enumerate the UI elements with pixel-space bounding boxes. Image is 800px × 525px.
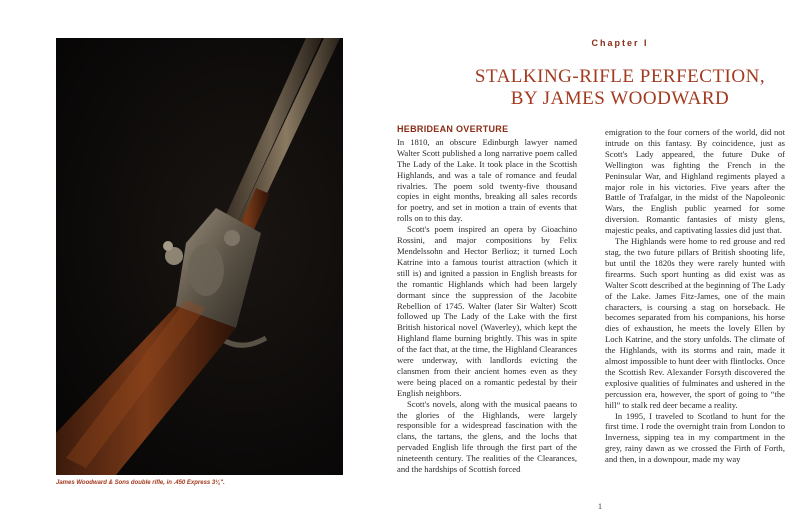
paragraph: The Highlands were home to red grouse and red stag, the two future pillars of British shooting life, but until the 1820s they were rarely hunted with firearms. Such sport hunting as did exist was as Walter Scott described at the beginning of The Lady of the Lake. James Fitz-James, one of the main characters, is coursing a stag on horseback. He becomes separated from his companions, his horse dies of exhaustion, he meets the lovely Ellen by Loch Katrine, and the story unfolds. The climate of the Highlands, with its storms and rain, made it almost impossible to hunt deer with flintlocks. Once the Scottish Rev. Alexander Forsyth discovered the explosive qualities of fulminates and ushered in the percussion era, however, the sport of going to “the hill” to stalk red deer became a reality.: [605, 236, 785, 410]
section-heading: HEBRIDEAN OVERTURE: [397, 124, 509, 134]
paragraph: Scott's novels, along with the musical paeans to the glories of the Highlands, were largely responsible for a widespread fascination with the clans, the tartans, the glens, and the lochs that pervaded English life through the first part of the nineteenth century. The realities of the Clearances, and the hardships of Scottish forced: [397, 398, 577, 475]
photo-caption: James Woodward & Sons double rifle, in .450 Express 3¼".: [56, 480, 225, 486]
chapter-title: [470, 66, 770, 110]
chapter-label: Chapter I: [591, 38, 649, 48]
double-rifle-illustration: [56, 38, 343, 475]
text-column-1: [397, 124, 577, 475]
paragraph: In 1995, I traveled to Scotland to hunt for the first time. I rode the overnight train from London to Inverness, sipping tea in my compartment in the grey, rainy dawn as we crossed the Firth of Forth, and then, in a downpour, made my way: [605, 410, 785, 465]
paragraph: emigration to the four corners of the world, did not intrude on this fantasy. By coincidence, just as Scott's Lady appeared, the future Duke of Wellington was fighting the French in the Peninsular War, and Highland regiments played a major role in his victories. Five years after the Battle of Trafalgar, in the midst of the Napoleonic Wars, the English public yearned for some diversion. Romantic fantasies of misty glens, majestic peaks, and captivating lassies did just that.: [605, 127, 785, 236]
page-number: 1: [598, 502, 602, 511]
title-line-1: STALKING-RIFLE PERFECTION,: [474, 66, 766, 87]
text-column-2: [605, 127, 785, 465]
paragraph: In 1810, an obscure Edinburgh lawyer named Walter Scott published a long narrative poem called The Lady of the Lake. It took place in the Scottish Highlands, and was a tale of romance and feudal rivalries. The poem sold twenty-five thousand copies in eight months, breaking all sales records for poetry, and set in motion a train of events that rolls on to this day.: [397, 136, 577, 224]
paragraph: Scott's poem inspired an opera by Gioachino Rossini, and major compositions by Felix Mendelssohn and Hector Berlioz; it turned Loch Katrine into a famous tourist attraction (which it still is) and ignited a passion in English breasts for the romantic Highlands which had been largely dormant since the suppression of the Jacobite Rebellion of 1745. Walter (later Sir Walter) Scott followed up The Lady of the Lake with the first British historical novel (Waverley), which kept the Highland flame burning brightly. This was in spite of the fact that, at the time, the Highland Clearances were underway, with landlords evicting the clansmen from their ancient homes even as they were being placed on a romantic pedestal by their English neighbors.: [397, 224, 577, 398]
title-line-2: BY JAMES WOODWARD: [510, 88, 730, 109]
rifle-photo: [56, 38, 343, 475]
